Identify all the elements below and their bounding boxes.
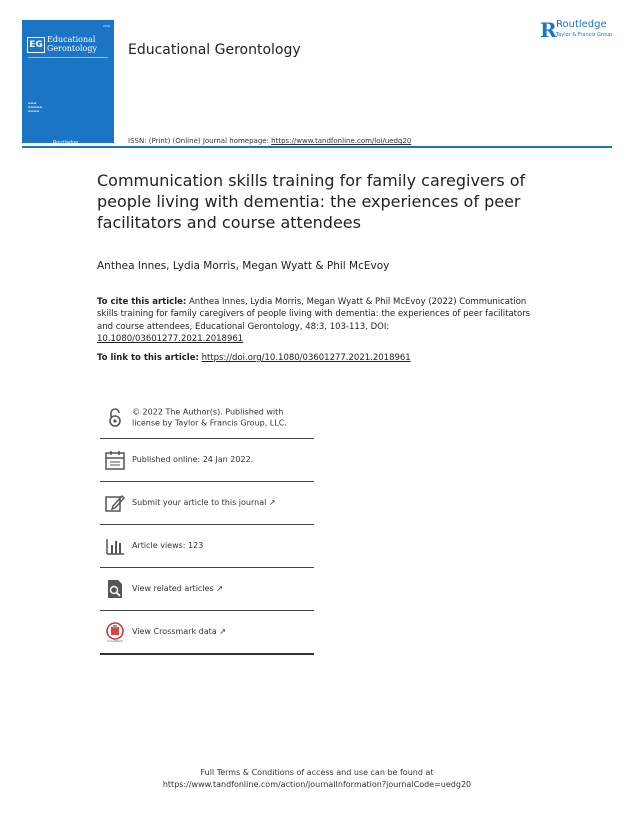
issn-line: ISSN: (Print) (Online) Journal homepage: https://www.tandfonline.com/loi/uedg20 [128, 137, 412, 145]
cite-label: To cite this article: [97, 297, 187, 307]
calendar-icon [104, 449, 126, 471]
journal-title[interactable]: Educational Gerontology [128, 42, 301, 58]
link-label: To link to this article: [97, 353, 199, 363]
cover-issn: ISSN [103, 24, 110, 28]
routledge-r-icon: R [540, 18, 557, 42]
cover-title: Educational Gerontology [47, 35, 97, 53]
open-access-row [100, 398, 314, 439]
publisher-name: Routledge [556, 19, 607, 30]
related-row[interactable] [100, 568, 314, 611]
article-link-line [97, 353, 411, 363]
article-authors: Anthea Innes, Lydia Morris, Megan Wyatt & Phil McEvoy [97, 260, 390, 272]
cover-divider [28, 57, 108, 58]
journal-cover [22, 20, 114, 146]
search-document-icon [104, 578, 126, 600]
submit-row[interactable] [100, 482, 314, 525]
page-footer [0, 767, 634, 791]
submit-icon [104, 492, 126, 514]
external-link-icon: ↗ [219, 626, 226, 636]
external-link-icon: ↗ [268, 497, 276, 507]
license-text: © 2022 The Author(s). Published with license by Taylor & Francis Group, LLC. [132, 407, 287, 427]
footer-terms-text: Full Terms & Conditions of access and use can be found at [200, 768, 434, 777]
article-title: Communication skills training for family caregivers of people living with dementia: the experiences of peer facilitators and course attendees [97, 171, 526, 232]
views-row [100, 525, 314, 568]
crossmark-link[interactable]: View Crossmark data ↗ [132, 626, 226, 636]
bar-chart-icon [104, 535, 126, 557]
external-link-icon: ↗ [216, 583, 223, 593]
article-views-text: Article views: 123 [132, 540, 204, 550]
cover-logo: EG [27, 37, 45, 53]
published-row [100, 439, 314, 482]
open-access-icon [104, 407, 126, 429]
cover-meta: ▬▬▬ ▬▬▬▬▬ ▬▬▬▬ [28, 101, 43, 113]
crossmark-row[interactable] [100, 611, 314, 655]
crossmark-icon [104, 621, 126, 643]
cite-text: Anthea Innes, Lydia Morris, Megan Wyatt & Phil McEvoy (2022) Communication skills training for family caregivers of people living with dementia: the experiences of peer facilitators and course attendees, Educational Gerontology, 48:3, 103-113, DOI: [97, 297, 531, 332]
header-rule [22, 146, 612, 148]
journal-homepage-link[interactable]: https://www.tandfonline.com/loi/uedg20 [271, 137, 412, 145]
citation-block [97, 296, 537, 346]
svg-text:CrossMark: CrossMark [107, 639, 123, 643]
published-date-text: Published online: 24 Jan 2022. [132, 454, 254, 464]
related-articles-link[interactable]: View related articles ↗ [132, 583, 223, 593]
publisher-subtitle: Taylor & Francis Group [556, 32, 613, 38]
article-doi-url[interactable]: https://doi.org/10.1080/03601277.2021.2018961 [201, 353, 411, 363]
article-info-list [100, 398, 314, 655]
cover-publisher: Routledge [53, 140, 79, 146]
submit-link-text[interactable]: Submit your article to this journal ↗ [132, 497, 276, 507]
footer-terms-url[interactable]: https://www.tandfonline.com/action/journalInformation?journalCode=uedg20 [162, 780, 472, 789]
doi-link[interactable]: 10.1080/03601277.2021.2018961 [97, 334, 244, 345]
